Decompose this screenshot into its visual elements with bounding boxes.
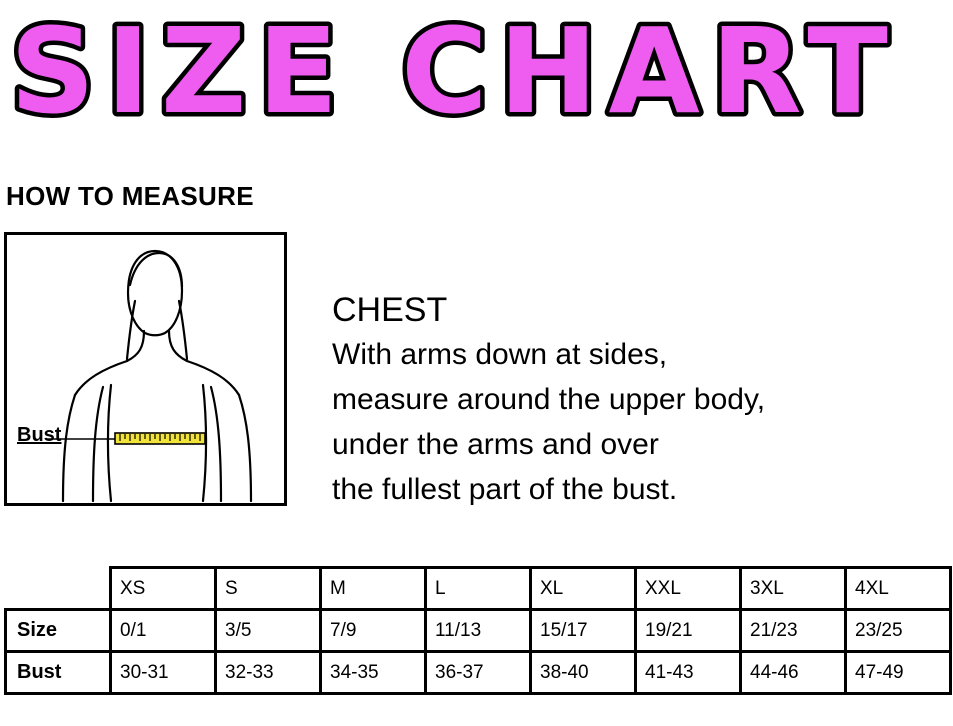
table-column-header: XXL: [636, 568, 741, 610]
table-cell: 38-40: [531, 652, 636, 694]
table-column-header: S: [216, 568, 321, 610]
chest-line-3: under the arms and over: [332, 428, 659, 461]
tape-measure-icon: [115, 433, 205, 444]
chest-line-4: the fullest part of the bust.: [332, 473, 678, 506]
table-cell: 15/17: [531, 610, 636, 652]
table-cell: 44-46: [741, 652, 846, 694]
title-text: SIZE CHART: [10, 2, 899, 140]
table-column-header: 4XL: [846, 568, 951, 610]
table-cell: 47-49: [846, 652, 951, 694]
table-cell: 32-33: [216, 652, 321, 694]
table-cell: 36-37: [426, 652, 531, 694]
table-corner-cell: [6, 568, 111, 610]
table-cell: 3/5: [216, 610, 321, 652]
table-cell: 41-43: [636, 652, 741, 694]
size-chart-title-graphic: [0, 0, 953, 144]
table-cell: 23/25: [846, 610, 951, 652]
table-column-header: 3XL: [741, 568, 846, 610]
table-column-header: L: [426, 568, 531, 610]
table-row: [6, 610, 951, 652]
bust-callout-label: Bust: [17, 424, 62, 446]
table-cell: 11/13: [426, 610, 531, 652]
chest-line-2: measure around the upper body,: [332, 383, 766, 416]
chest-heading: CHEST: [332, 291, 448, 329]
table-row: [6, 652, 951, 694]
chest-description: [332, 290, 932, 512]
table-row-header: Bust: [6, 652, 111, 694]
measurement-figure: [4, 232, 287, 506]
table-column-header: M: [321, 568, 426, 610]
size-table: [4, 566, 952, 695]
table-header-row: [6, 568, 951, 610]
table-column-header: XS: [111, 568, 216, 610]
page-title: [0, 0, 953, 144]
female-torso-icon: [7, 235, 284, 503]
table-cell: 0/1: [111, 610, 216, 652]
table-cell: 19/21: [636, 610, 741, 652]
table-cell: 34-35: [321, 652, 426, 694]
table-cell: 21/23: [741, 610, 846, 652]
table-column-header: XL: [531, 568, 636, 610]
table-cell: 30-31: [111, 652, 216, 694]
chest-line-1: With arms down at sides,: [332, 338, 668, 371]
table-cell: 7/9: [321, 610, 426, 652]
table-row-header: Size: [6, 610, 111, 652]
how-to-measure-heading: HOW TO MEASURE: [6, 181, 254, 211]
